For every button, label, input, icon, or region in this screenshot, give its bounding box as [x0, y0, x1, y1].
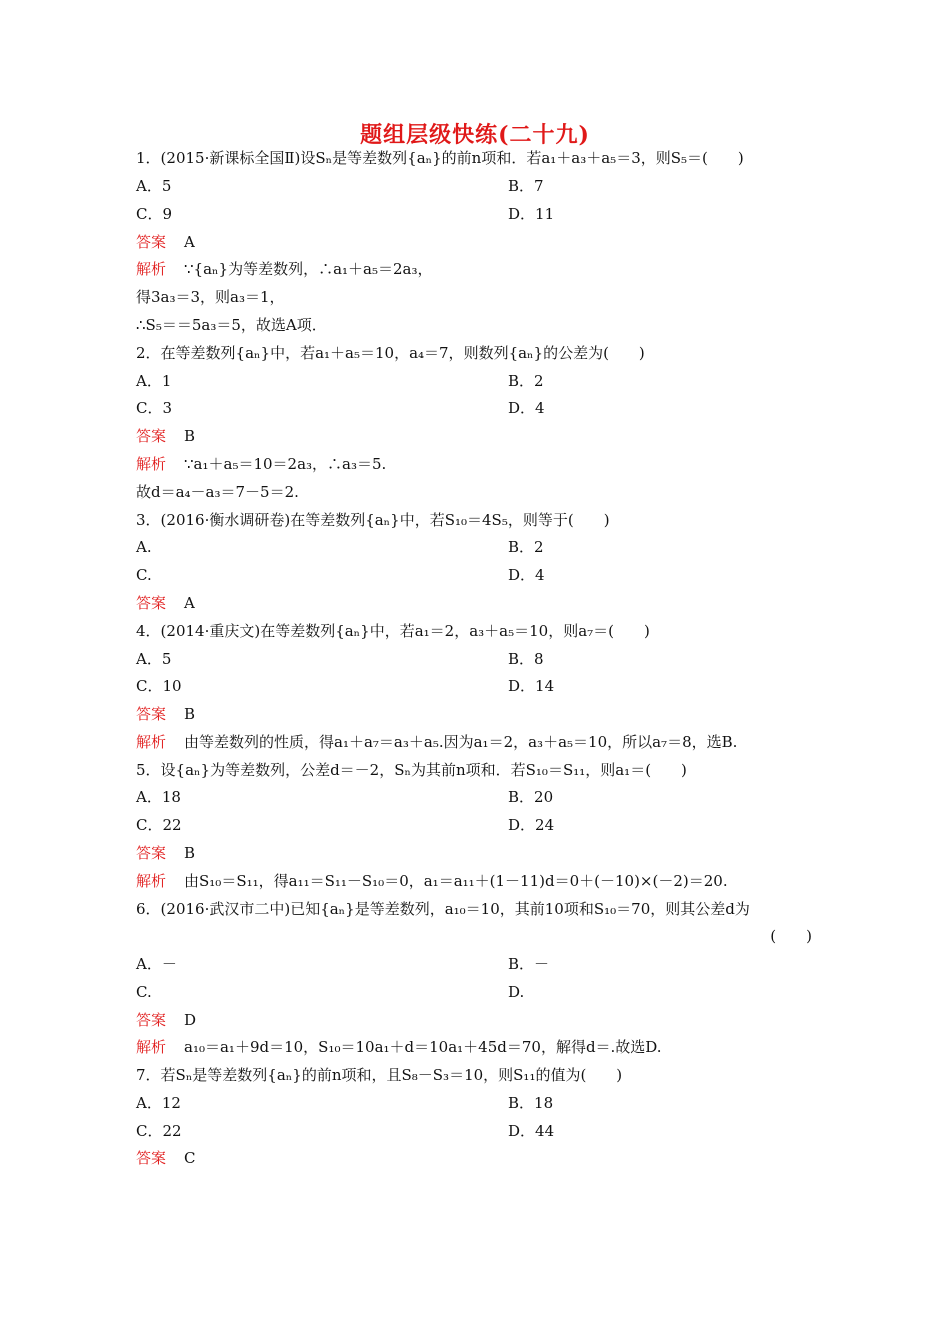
q2-analysis-line-1: ∵a₁＋a₅＝10＝2a₃，∴a₃＝5. [184, 455, 387, 473]
q4-option-d: D．14 [508, 677, 555, 695]
q7-option-a: A．12 [136, 1094, 181, 1112]
q4-analysis-line-1: 由等差数列的性质，得a₁＋a₇＝a₃＋a₅.因为a₁＝2，a₃＋a₅＝10，所以a₇＝8，选B. [184, 733, 738, 751]
q6-answer-value: D [184, 1011, 197, 1029]
q3-option-c: C. [136, 566, 152, 584]
q5-option-b: B．20 [508, 788, 554, 806]
q2-option-b: B．2 [508, 372, 544, 390]
q2-option-d: D．4 [508, 399, 545, 417]
question-2: 2．在等差数列{aₙ}中，若a₁＋a₅＝10，a₄＝7，则数列{aₙ}的公差为( ) [136, 344, 645, 362]
q5-option-c: C．22 [136, 816, 182, 834]
q7-answer [136, 1148, 196, 1168]
q2-analysis-line-2: 故d＝a₄－a₃＝7－5＝2. [136, 483, 299, 501]
q7-option-b: B．18 [508, 1094, 554, 1112]
q6-answer [136, 1010, 196, 1030]
answer-label: 答案 [136, 427, 167, 445]
question-7: 7．若Sₙ是等差数列{aₙ}的前n项和，且S₈－S₃＝10，则S₁₁的值为( ) [136, 1066, 623, 1084]
q6-option-c: C. [136, 983, 152, 1001]
q7-option-c: C．22 [136, 1122, 182, 1140]
q5-answer [136, 843, 195, 863]
q7-option-d: D．44 [508, 1122, 555, 1140]
q1-answer [136, 232, 195, 252]
q3-option-a: A. [136, 538, 152, 556]
q5-analysis-line-1: 由S₁₀＝S₁₁，得a₁₁＝S₁₁－S₁₀＝0，a₁＝a₁₁＋(1－11)d＝0＋(－10)×(－2)＝20. [184, 872, 728, 890]
analysis-label: 解析 [136, 1038, 167, 1056]
q3-option-d: D．4 [508, 566, 545, 584]
question-4: 4．(2014·重庆文)在等差数列{aₙ}中，若a₁＝2，a₃＋a₅＝10，则a₇＝( ) [136, 622, 650, 640]
q2-option-a: A．1 [136, 372, 172, 390]
analysis-label: 解析 [136, 872, 167, 890]
q6-option-a: A．－ [136, 955, 177, 973]
answer-label: 答案 [136, 844, 167, 862]
q6-analysis [136, 1037, 662, 1057]
q7-answer-value: C [184, 1149, 196, 1167]
question-1: 1．(2015·新课标全国Ⅱ)设Sₙ是等差数列{aₙ}的前n项和．若a₁＋a₃＋a₅＝3，则S₅＝( ) [136, 149, 744, 167]
q2-option-c: C．3 [136, 399, 173, 417]
q5-analysis [136, 871, 728, 891]
q1-analysis [136, 259, 433, 279]
q5-option-d: D．24 [508, 816, 555, 834]
q1-analysis-line-2: 得3a₃＝3，则a₃＝1， [136, 288, 285, 306]
answer-label: 答案 [136, 594, 167, 612]
q6-option-b: B．－ [508, 955, 550, 973]
q4-option-c: C．10 [136, 677, 182, 695]
q4-answer [136, 704, 195, 724]
question-3: 3．(2016·衡水调研卷)在等差数列{aₙ}中，若S₁₀＝4S₅，则等于( ) [136, 511, 610, 529]
q1-option-b: B．7 [508, 177, 544, 195]
answer-label: 答案 [136, 233, 167, 251]
analysis-label: 解析 [136, 260, 167, 278]
q1-option-c: C．9 [136, 205, 173, 223]
q3-option-b: B．2 [508, 538, 544, 556]
q2-answer-value: B [184, 427, 196, 445]
answer-label: 答案 [136, 1149, 167, 1167]
answer-label: 答案 [136, 705, 167, 723]
q4-answer-value: B [184, 705, 196, 723]
q1-analysis-line-1: ∵{aₙ}为等差数列，∴a₁＋a₅＝2a₃， [184, 260, 433, 278]
q1-option-d: D．11 [508, 205, 555, 223]
q3-answer-value: A [184, 594, 195, 612]
analysis-label: 解析 [136, 455, 167, 473]
q1-analysis-line-3: ∴S₅＝＝5a₃＝5，故选A项． [136, 316, 327, 334]
q1-answer-value: A [184, 233, 195, 251]
answer-label: 答案 [136, 1011, 167, 1029]
page-title: 题组层级快练(二十九) [360, 122, 590, 148]
question-6: 6．(2016·武汉市二中)已知{aₙ}是等差数列，a₁₀＝10，其前10项和S₁₀＝70，则其公差d为 [136, 900, 750, 918]
q2-answer [136, 426, 195, 446]
question-5: 5．设{aₙ}为等差数列，公差d＝－2，Sₙ为其前n项和．若S₁₀＝S₁₁，则a₁＝( ) [136, 761, 687, 779]
q6-answer-parentheses: ( ) [770, 927, 812, 945]
q1-option-a: A．5 [136, 177, 172, 195]
q4-option-b: B．8 [508, 650, 544, 668]
analysis-label: 解析 [136, 733, 167, 751]
q6-analysis-line-1: a₁₀＝a₁＋9d＝10，S₁₀＝10a₁＋d＝10a₁＋45d＝70，解得d＝.故选D. [184, 1038, 662, 1056]
q4-option-a: A．5 [136, 650, 172, 668]
q2-analysis [136, 454, 386, 474]
q5-answer-value: B [184, 844, 196, 862]
q5-option-a: A．18 [136, 788, 181, 806]
q4-analysis [136, 732, 737, 752]
q3-answer [136, 593, 195, 613]
q6-option-d: D. [508, 983, 525, 1001]
